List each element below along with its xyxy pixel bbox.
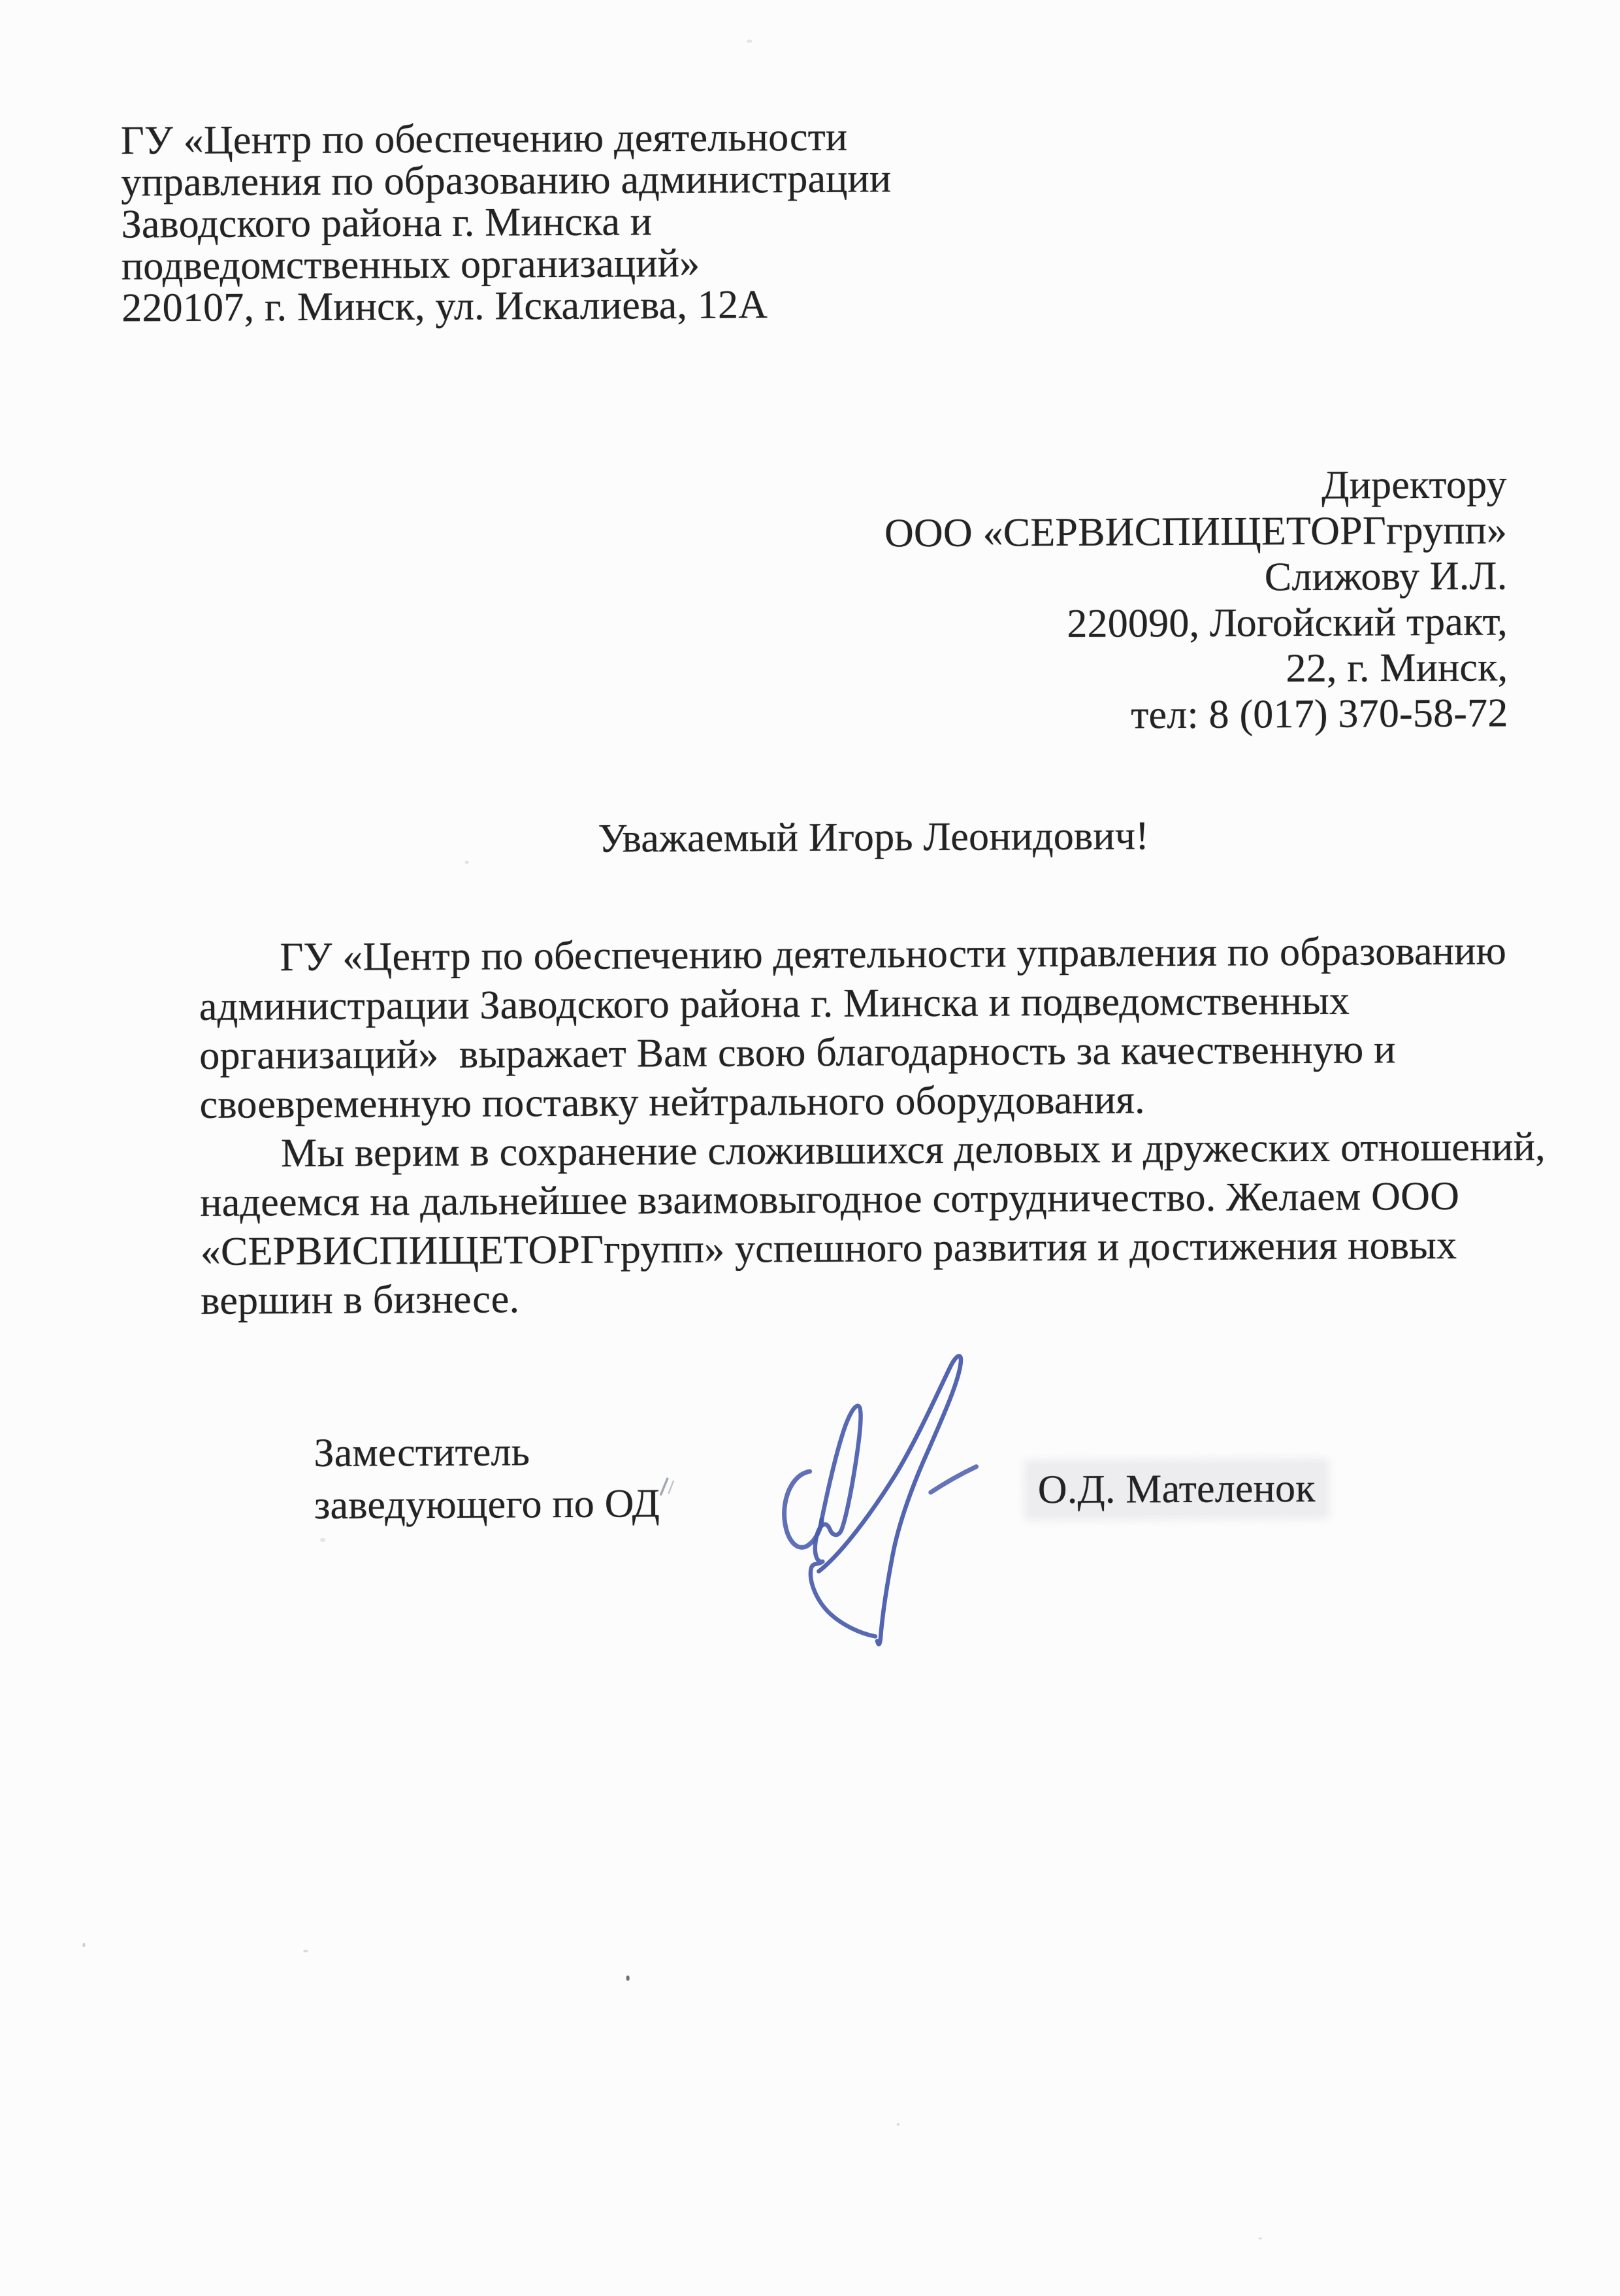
body-paragraph-wishes: Мы верим в сохранение сложившихся деловых и дружеских отношений, надеемся на дальнейшее взаимовыгодное сотрудничество. Желаем ООО «СЕРВИСПИЩЕТОРГгрупп» успешного развития и достижения новых вершин в бизнесе. xyxy=(200,1124,1546,1323)
sender-address-block: ГУ «Центр по обеспечению деятельности управления по образованию администрации Заводского района г. Минска и подведомственных организаций» 220107, г. Минск, ул. Искалиева, 12А xyxy=(120,114,892,331)
scan-speck xyxy=(465,861,469,864)
signer-position-title: Заместитель заведующего по ОД xyxy=(314,1430,660,1528)
scan-speck xyxy=(303,1950,308,1952)
recipient-address-block: Директору ООО «СЕРВИСПИЩЕТОРГгрупп» Слижову И.Л. 220090, Логойский тракт, 22, г. Минск, тел: 8 (017) 370-58-72 xyxy=(884,462,1508,738)
handwritten-signature xyxy=(752,1328,1015,1650)
scan-speck xyxy=(82,1943,85,1947)
signer-name: О.Д. Мателенок xyxy=(1029,1463,1325,1516)
body-paragraph-gratitude: ГУ «Центр по обеспечению деятельности управления по образованию администрации Заводского района г. Минска и подведомственных организаций» выражает Вам свою благодарность за качественную и своевременную поставку нейтрального оборудования. xyxy=(199,928,1507,1127)
scan-speck xyxy=(626,1975,630,1980)
scan-speck xyxy=(1259,2237,1262,2239)
pen-tick-mark xyxy=(652,1471,685,1503)
scan-speck xyxy=(897,2123,899,2125)
salutation-line: Уважаемый Игорь Леонидович! xyxy=(598,813,1150,861)
scan-speck xyxy=(320,1538,325,1542)
scan-speck xyxy=(747,39,752,42)
